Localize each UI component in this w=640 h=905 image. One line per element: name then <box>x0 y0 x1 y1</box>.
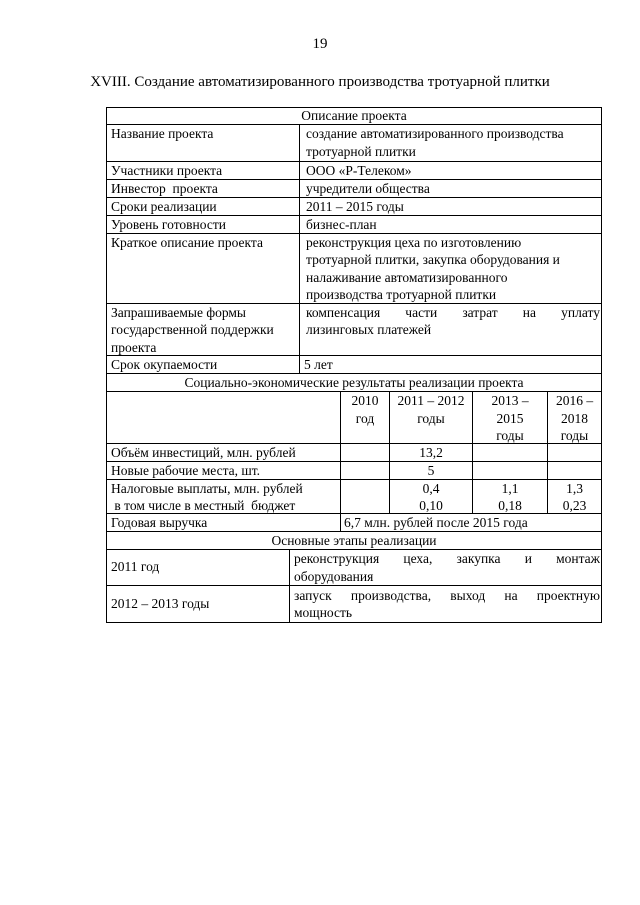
stage-description: реконструкция цеха, закупка и монтаж <box>294 551 600 566</box>
stage-period: 2011 год <box>111 559 160 574</box>
table-cell: 0,10 <box>419 498 443 513</box>
column-header: 2015 <box>496 410 524 426</box>
column-header: годы <box>417 410 445 426</box>
column-header: годы <box>560 428 589 443</box>
stage-description: оборудования <box>294 568 374 584</box>
row-value: лизинговых платежей <box>306 322 432 337</box>
col-line <box>299 124 300 373</box>
row-label: Новые рабочие места, шт. <box>111 462 261 478</box>
row-label: Объём инвестиций, млн. рублей <box>111 444 296 460</box>
stage-description: запуск производства, выход на проектную <box>294 587 600 603</box>
table-cell: 0,18 <box>498 498 522 513</box>
row-label: Запрашиваемые формы <box>111 304 246 320</box>
row-value: тротуарной плитки <box>306 143 416 159</box>
row-label: в том числе в местный бюджет <box>111 498 296 513</box>
column-header: 2010 <box>351 393 379 408</box>
row-value: 5 лет <box>304 356 333 372</box>
row-label: государственной поддержки <box>111 322 274 337</box>
row-label: Краткое описание проекта <box>111 234 263 250</box>
row-label: Уровень готовности <box>111 216 226 232</box>
section-header-results: Социально-экономические результаты реализации проекта <box>184 374 524 390</box>
table-cell: 1,1 <box>501 480 519 496</box>
row-label: проекта <box>111 339 157 355</box>
row-value: бизнес-план <box>306 216 377 232</box>
row-value: 2011 – 2015 годы <box>306 198 404 214</box>
row-value: производства тротуарной плитки <box>306 287 497 302</box>
stage-period: 2012 – 2013 годы <box>111 596 210 611</box>
table-cell: 1,3 <box>566 480 583 496</box>
table-cell: 0,23 <box>562 498 587 513</box>
column-header: год <box>355 410 375 426</box>
row-label: Название проекта <box>111 126 214 141</box>
row-label: Налоговые выплаты, млн. рублей <box>111 480 303 496</box>
table-cell: 13,2 <box>419 444 443 460</box>
col-line <box>289 549 290 622</box>
row-label: Срок окупаемости <box>111 356 218 372</box>
row-label: Участники проекта <box>111 162 223 178</box>
table-cell: 0,4 <box>422 480 440 496</box>
row-label: Сроки реализации <box>111 198 217 214</box>
column-header: 2016 – <box>555 393 594 408</box>
row-value: создание автоматизированного производства <box>306 126 564 141</box>
row-value: реконструкция цеха по изготовлению <box>306 234 522 250</box>
project-table <box>106 107 602 623</box>
row-value: налаживание автоматизированного <box>306 269 508 285</box>
table-cell: 5 <box>427 462 435 478</box>
column-header: годы <box>496 428 524 443</box>
row-label: Годовая выручка <box>111 514 208 530</box>
page-number: 19 <box>312 36 328 52</box>
table-border-bottom <box>106 622 602 623</box>
row-value: ООО «Р-Телеком» <box>306 162 412 178</box>
column-header: 2018 <box>561 410 588 426</box>
section-header-description: Описание проекта <box>301 108 407 123</box>
row-value: тротуарной плитки, закупка оборудования и <box>306 252 560 267</box>
column-header: 2013 – <box>491 393 529 408</box>
row-label: Инвестор проекта <box>111 180 218 196</box>
section-header-stages: Основные этапы реализации <box>271 532 437 548</box>
column-header: 2011 – 2012 <box>397 393 465 408</box>
table-cell: 6,7 млн. рублей после 2015 года <box>344 514 528 530</box>
row-value: учредители общества <box>306 180 430 196</box>
row-value: компенсация части затрат на уплату <box>306 304 600 320</box>
stage-description: мощность <box>294 605 353 620</box>
document-title: XVIII. Создание автоматизированного производства тротуарной плитки <box>90 74 550 90</box>
